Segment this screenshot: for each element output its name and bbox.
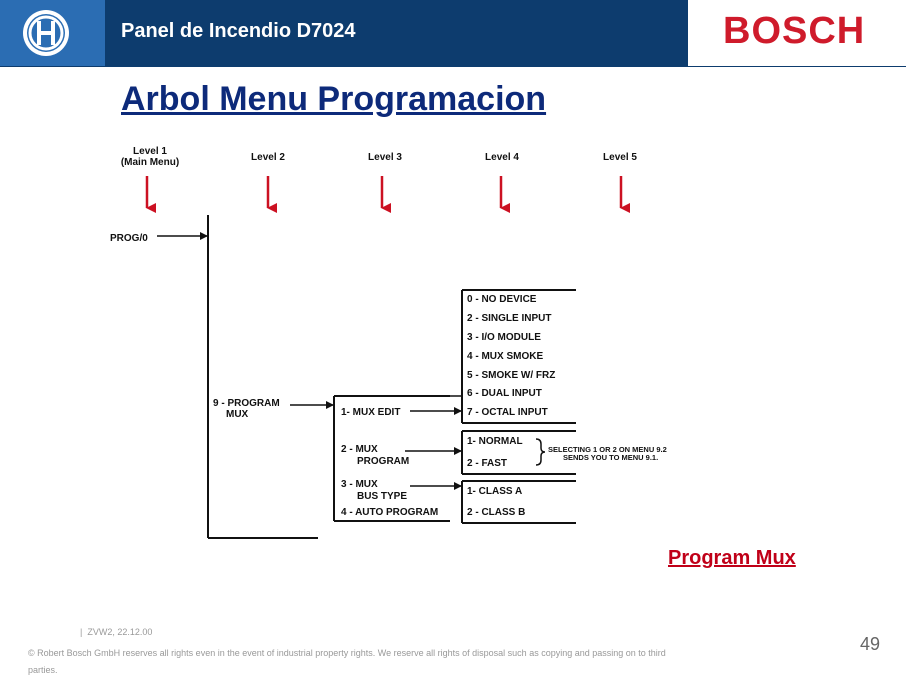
program-mux-sublabel: MUX (226, 409, 249, 420)
program-mode-item: 1- NORMAL (467, 436, 523, 447)
bus-type-item: 1- CLASS A (467, 486, 523, 497)
program-mux-label: 9 - PROGRAM (213, 398, 280, 409)
level-4-label: Level 4 (485, 152, 519, 163)
program-mode-item: 2 - FAST (467, 458, 508, 469)
footer-reference-text: ZVW2, 22.12.00 (87, 627, 153, 637)
auto-program-label: 4 - AUTO PROGRAM (341, 507, 439, 518)
bus-type-item: 2 - CLASS B (467, 507, 526, 518)
level-1-sublabel: (Main Menu) (120, 157, 180, 168)
level-1-label: Level 1 (133, 146, 167, 157)
mux-program-sublabel: PROGRAM (357, 456, 410, 467)
curly-brace-icon (536, 439, 545, 465)
device-type-item: 6 - DUAL INPUT (467, 388, 542, 399)
brand-logo: BOSCH (723, 10, 866, 52)
prog-0-label: PROG/0 (110, 233, 148, 244)
mux-edit-label: 1- MUX EDIT (341, 407, 401, 418)
level-3-label: Level 3 (368, 152, 402, 163)
device-type-item: 5 - SMOKE W/ FRZ (467, 370, 556, 381)
device-type-item: 3 - I/O MODULE (467, 332, 541, 343)
menu-note-line-2: SENDS YOU TO MENU 9.1. (563, 453, 659, 462)
device-type-item: 2 - SINGLE INPUT (467, 313, 552, 324)
mux-program-label: 2 - MUX (341, 444, 378, 455)
page-title: Arbol Menu Programacion (121, 80, 547, 118)
header-title: Panel de Incendio D7024 (121, 20, 356, 42)
mux-bus-type-sublabel: BUS TYPE (357, 491, 408, 502)
device-type-item: 4 - MUX SMOKE (467, 351, 544, 362)
level-5-label: Level 5 (603, 152, 637, 163)
menu-note-line-1: SELECTING 1 OR 2 ON MENU 9.2 (548, 445, 667, 454)
mux-bus-type-label: 3 - MUX (341, 479, 378, 490)
footer-reference: | ZVW2, 22.12.00 (80, 627, 153, 637)
level-2-label: Level 2 (251, 152, 285, 163)
page-number: 49 (860, 634, 881, 654)
device-type-item: 0 - NO DEVICE (467, 294, 537, 305)
program-mux-caption: Program Mux (668, 547, 796, 569)
device-type-item: 7 - OCTAL INPUT (467, 407, 548, 418)
footer-copyright: © Robert Bosch GmbH reserves all rights even in the event of industrial property rights. We reserve all rights of disposal such as copying and passing on to third parties. (28, 648, 666, 675)
